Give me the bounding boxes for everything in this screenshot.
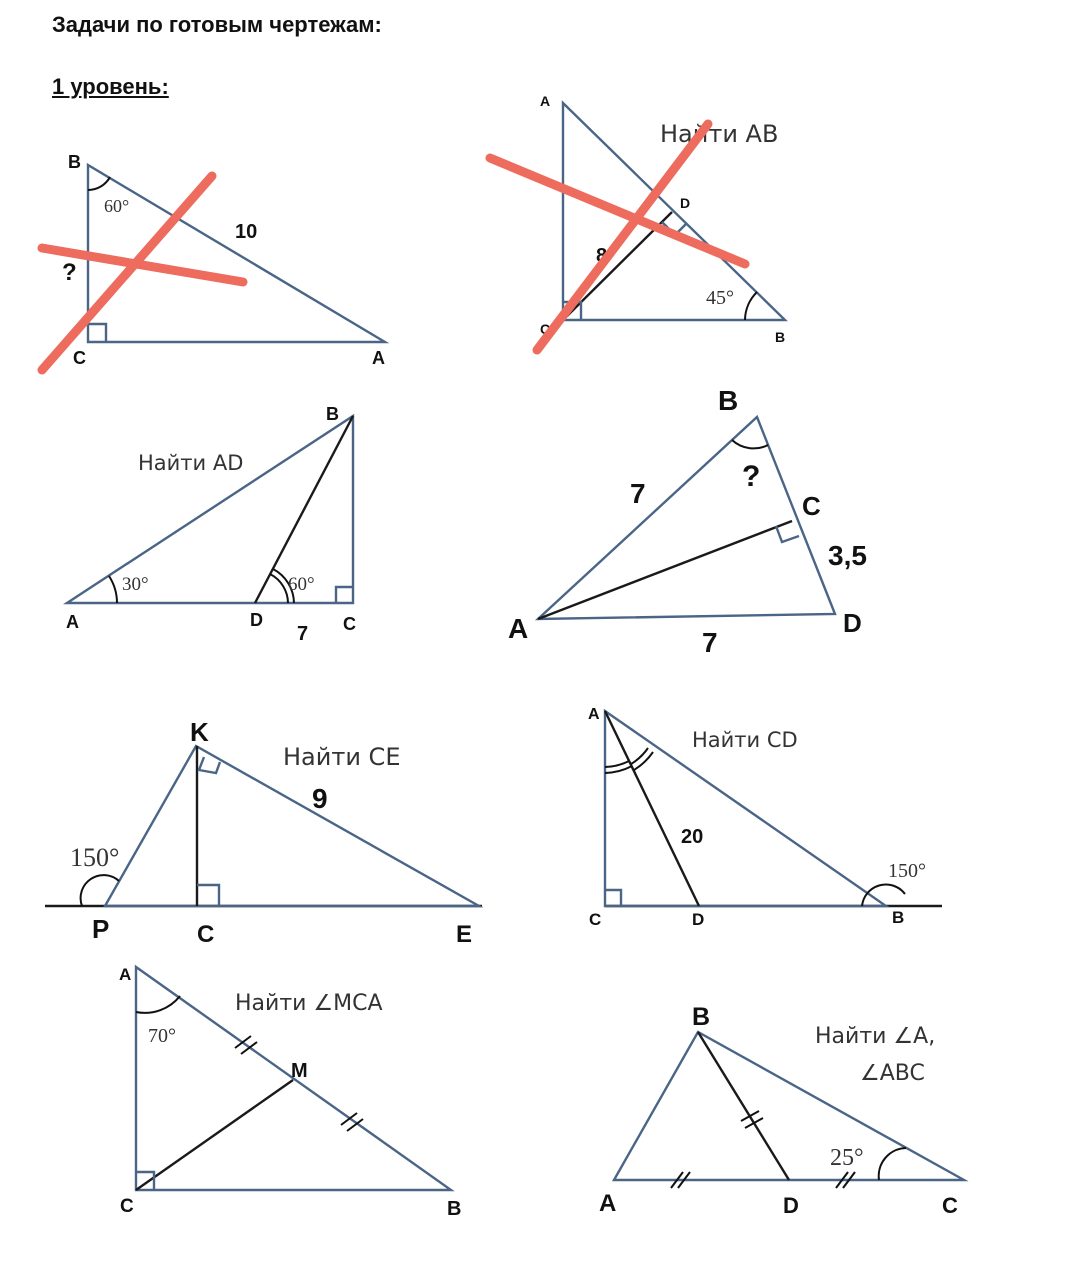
vertex-b: B xyxy=(447,1198,462,1220)
angle-arc xyxy=(605,761,629,767)
right-angle-mark xyxy=(605,890,621,906)
median-cm xyxy=(136,1080,293,1190)
vertex-a: A xyxy=(66,612,79,632)
figure-2 xyxy=(490,93,785,350)
vertex-c: C xyxy=(942,1193,958,1218)
side-label: 20 xyxy=(681,826,704,848)
vertex-a: A xyxy=(599,1190,617,1217)
vertex-b: B xyxy=(892,908,905,927)
vertex-a: A xyxy=(508,613,529,644)
triangle-abd xyxy=(538,417,835,619)
equal-tick xyxy=(745,1118,763,1128)
vertex-c: C xyxy=(120,1196,134,1217)
angle-arc xyxy=(109,576,117,603)
angle-arc xyxy=(88,177,110,190)
side-ad-label: 7 xyxy=(702,627,718,658)
vertex-d: D xyxy=(250,610,263,630)
angle-label: 70° xyxy=(148,1025,176,1047)
side-label: 9 xyxy=(312,783,328,814)
vertex-b: B xyxy=(326,404,339,424)
vertex-d: D xyxy=(680,195,691,211)
vertex-c: C xyxy=(343,614,356,634)
angle-label-d: 60° xyxy=(288,574,315,595)
vertex-e: E xyxy=(456,921,473,948)
figure-4 xyxy=(508,385,867,658)
angle-arc xyxy=(136,996,180,1013)
angle-arc xyxy=(732,440,768,448)
task-note: Найти AD xyxy=(138,451,244,475)
bisector-ad xyxy=(605,711,699,906)
side-label: 10 xyxy=(235,221,258,243)
figure-7 xyxy=(119,965,461,1220)
task-note: Найти ∠MCA xyxy=(235,991,383,1016)
figure-3 xyxy=(66,404,356,645)
vertex-c: C xyxy=(197,921,215,948)
figure-5 xyxy=(45,717,482,948)
right-angle-mark xyxy=(336,587,353,603)
vertex-d: D xyxy=(692,910,705,929)
triangle-bca xyxy=(88,165,385,342)
vertex-m: M xyxy=(291,1060,308,1082)
vertex-c: C xyxy=(540,321,551,337)
angle-arc xyxy=(879,1148,906,1180)
right-angle-mark xyxy=(197,885,219,906)
unknown-mark: ? xyxy=(742,460,761,493)
altitude-ac xyxy=(538,521,792,619)
angle-label: 60° xyxy=(104,196,130,216)
vertex-a: A xyxy=(540,93,551,109)
vertex-c: C xyxy=(589,910,602,929)
level-heading: 1 уровень: xyxy=(52,74,169,99)
task-note-2: ∠ABC xyxy=(860,1061,925,1086)
vertex-k: K xyxy=(190,717,209,747)
page-title: Задачи по готовым чертежам: xyxy=(52,12,382,37)
vertex-b: B xyxy=(775,329,786,345)
figure-1 xyxy=(42,152,385,370)
unknown-mark: ? xyxy=(62,259,77,286)
task-note: Найти ∠A, xyxy=(815,1024,936,1049)
vertex-b: B xyxy=(68,152,81,172)
vertex-c: C xyxy=(802,491,821,521)
vertex-b: B xyxy=(692,1003,711,1031)
angle-label: 25° xyxy=(830,1145,864,1171)
vertex-d: D xyxy=(783,1193,799,1218)
side-label: 7 xyxy=(297,623,309,645)
vertex-a: A xyxy=(588,706,600,723)
vertex-a: A xyxy=(372,348,385,368)
angle-label: 150° xyxy=(70,843,120,872)
angle-label-a: 30° xyxy=(122,574,149,595)
angle-label: 45° xyxy=(706,287,734,309)
right-angle-mark xyxy=(88,324,106,342)
task-note: Найти CD xyxy=(692,728,798,752)
side-cd-label: 3,5 xyxy=(828,540,867,571)
figure-8 xyxy=(599,1003,964,1218)
vertex-a: A xyxy=(119,965,132,984)
figure-6 xyxy=(588,706,942,929)
vertex-b: B xyxy=(718,385,739,416)
triangle-abc xyxy=(614,1032,964,1180)
side-label: 8 xyxy=(596,245,608,267)
segment-bd xyxy=(698,1032,789,1180)
side-ab-label: 7 xyxy=(630,478,646,509)
angle-label: 150° xyxy=(888,860,926,882)
right-angle-mark xyxy=(199,757,220,773)
right-angle-mark xyxy=(776,526,799,542)
angle-arc xyxy=(745,292,757,320)
vertex-p: P xyxy=(92,914,110,944)
equal-tick xyxy=(741,1111,759,1121)
task-note: Найти AB xyxy=(660,120,779,148)
vertex-c: C xyxy=(73,348,86,368)
task-note: Найти CE xyxy=(283,743,401,771)
vertex-d: D xyxy=(843,608,862,638)
